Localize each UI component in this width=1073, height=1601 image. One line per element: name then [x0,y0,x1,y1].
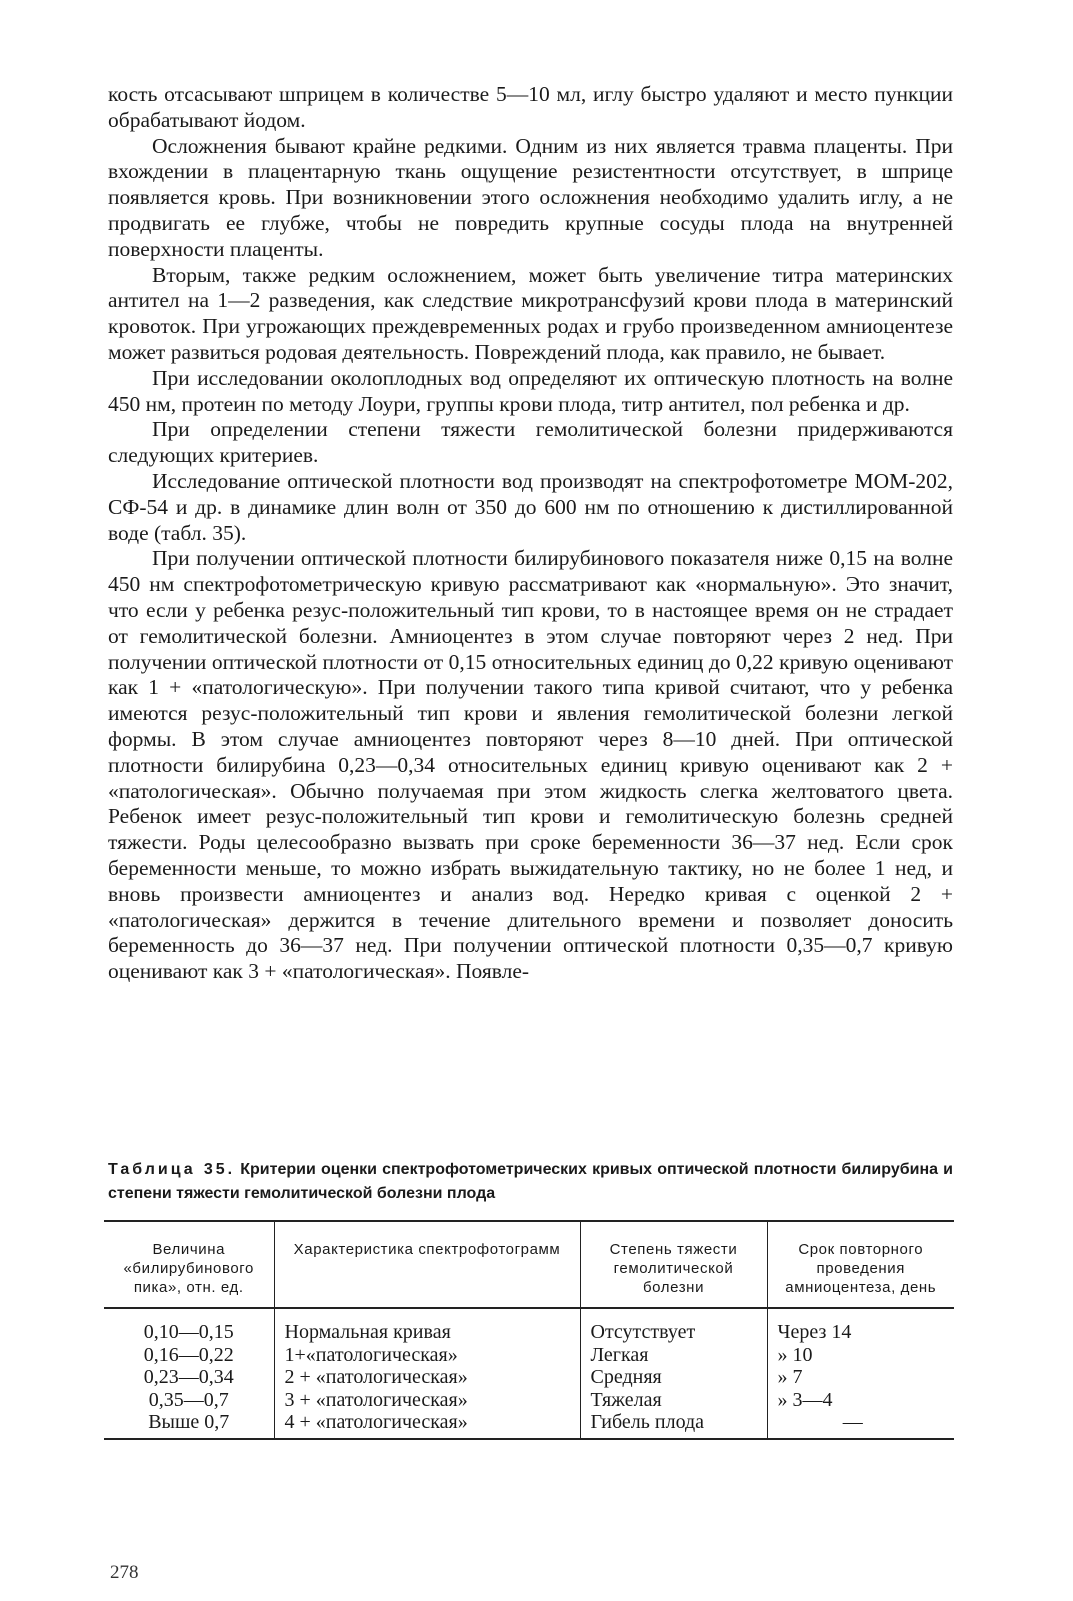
paragraph: Исследование оптической плотности вод производят на спектрофотометре МОМ-202, СФ-54 и др. в динамике длин волн от 350 до 600 нм по отношению к дистиллированной воде (табл. 35). [108,468,953,545]
column-header: Степень тяжести гемолитической болезни [580,1221,767,1308]
severity-cell [580,1308,767,1439]
repeat-term-cell [767,1308,954,1439]
table-caption-text: Критерии оценки спектрофотометрических кривых оптической плотности билирубина и степени тяжести гемолитической болезни плода [108,1161,954,1202]
table-cell: 3 + «патологическая» [284,1388,468,1411]
paragraph: Осложнения бывают крайне редкими. Одним из них является травма плаценты. При вхождении в плацентарную ткань ощущение резистентности отсутствует, в шприце появляется кровь. При возникновении этого осложнения необходимо удалить иглу, а не продвигать ее глубже, чтобы не повредить крупные сосуды плода на внутренней поверхности плаценты. [108,133,953,261]
spectrophotogram-cell [274,1308,580,1439]
table-cell: » 3—4 [777,1388,833,1411]
column-header: Срок повторного проведения амниоцентеза, день [767,1221,954,1308]
table-cell: Средняя [590,1366,662,1388]
paragraph: При определении степени тяжести гемолитической болезни придерживаются следующих критериев. [108,417,953,468]
table-cell: 2 + «патологическая» [284,1366,468,1388]
table-cell: 1+«патологическая» [284,1343,458,1366]
table-cell: Нормальная кривая [284,1321,451,1343]
table-cell: Отсутствует [590,1321,696,1343]
paragraph: кость отсасывают шприцем в количестве 5—10 мл, иглу быстро удаляют и место пункции обрабатывают йодом. [108,82,953,132]
table-cell: 0,23—0,34 [143,1366,234,1388]
table-cell: Гибель плода [590,1411,705,1433]
paragraph: Вторым, также редким осложнением, может быть увеличение титра материнских антител на 1—2 разведения, как следствие микротрансфузий крови плода в материнский кровоток. При угрожающих преждевременных родах и грубо произведенном амниоцентезе может развиться родовая деятельность. Повреждений плода, как правило, не бывает. [108,262,953,364]
column-header: Характеристика спектрофотограмм [274,1221,580,1308]
table-caption-label: Таблица 35. [108,1161,236,1178]
table-cell: » 10 [777,1343,813,1366]
table-cell: » 7 [777,1366,803,1388]
table-caption [108,1158,953,1206]
table-cell: Тяжелая [590,1388,662,1411]
table-header-row [104,1221,954,1308]
table-cell: 4 + «патологическая» [284,1411,468,1433]
paragraph: При получении оптической плотности билирубинового показателя ниже 0,15 на волне 450 нм спектрофотометрическую кривую рассматривают как «нормальную». Это значит, что если у ребенка резус-положительный тип крови, то в настоящее время он не страдает от гемолитической болезни. Амниоцентез в этом случае повторяют через 2 нед. При получении оптической плотности от 0,15 относительных единиц до 0,22 кривую оценивают как 1 + «патологическую». При получении такого типа кривой считают, что у ребенка имеются резус-положительный тип крови и явления гемолитической болезни легкой формы. В этом случае амниоцентез повторяют через 8—10 дней. При оптической плотности билирубина 0,23—0,34 относительных единиц кривую оценивают как 2 + «патологическая». Обычно получаемая при этом жидкость слегка желтоватого цвета. Ребенок имеет резус-положительный тип крови и гемолитическую болезнь средней тяжести. Роды целесообразно вызвать при сроке беременности 36—37 нед. Если срок беременности меньше, то можно избрать выжидательную тактику, но не более 1 нед, и вновь произвести амниоцентез и анализ вод. Нередко кривая с оценкой 2 + «патологическая» держится в течение длительного времени и позволяет доносить беременность до 36—37 нед. При получении оптической плотности 0,35—0,7 кривую оценивают как 3 + «патологическая». Появле- [108,546,953,984]
table-cell: Легкая [590,1343,649,1366]
page-number: 278 [110,1562,139,1583]
table-cell: Выше 0,7 [148,1411,230,1433]
table-row [104,1308,954,1439]
bilirubin-peak-cell [104,1308,274,1439]
table-cell: 0,10—0,15 [143,1321,234,1343]
paragraph: При исследовании околоплодных вод определяют их оптическую плотность на волне 450 нм, протеин по методу Лоури, группы крови плода, титр антител, пол ребенка и др. [108,365,953,416]
table-cell: — [842,1411,863,1433]
main-text [108,82,953,985]
column-header: Величина «билирубинового пика», отн. ед. [104,1221,274,1308]
criteria-table [104,1220,954,1440]
table-cell: 0,16—0,22 [143,1343,234,1366]
table-cell: Через 14 [777,1321,852,1343]
table-cell: 0,35—0,7 [148,1388,229,1411]
